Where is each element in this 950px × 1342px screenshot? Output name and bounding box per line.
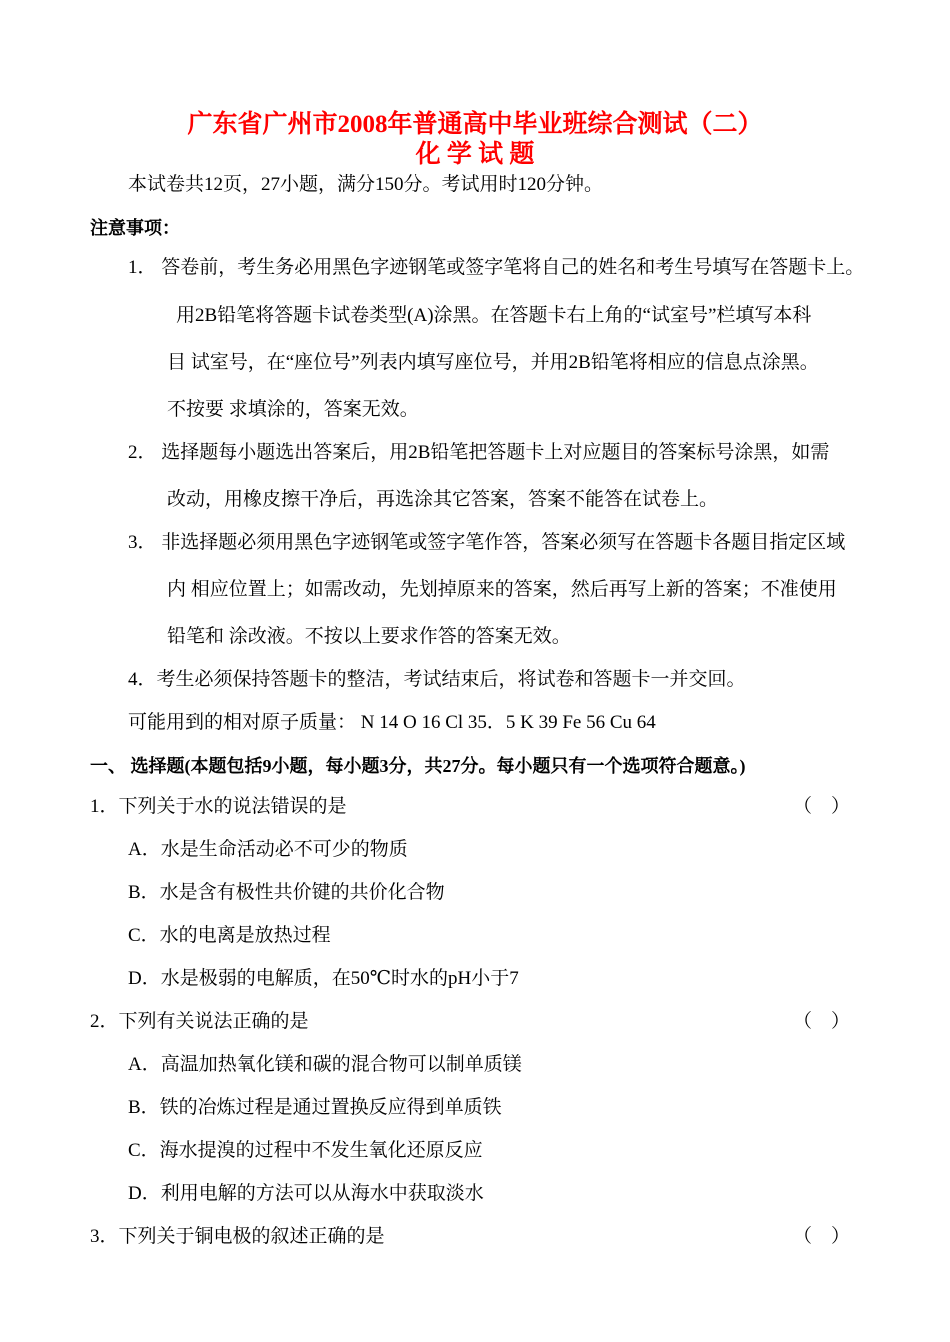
question-option: A．水是生命活动必不可少的物质 xyxy=(128,839,408,860)
answer-paren: （ ） xyxy=(793,796,851,817)
question-option: C．海水提溴的过程中不发生氧化还原反应 xyxy=(128,1140,483,1161)
question-stem: 2．下列有关说法正确的是 xyxy=(90,1011,309,1032)
section-heading: 一、 选择题(本题包括9小题，每小题3分，共27分。每小题只有一个选项符合题意。) xyxy=(90,756,746,776)
question-option: D．水是极弱的电解质，在50℃时水的pH小于7 xyxy=(128,968,519,989)
notice-heading: 注意事项： xyxy=(90,218,180,238)
notice-line: 4．考生必须保持答题卡的整洁，考试结束后，将试卷和答题卡一并交回。 xyxy=(128,669,746,690)
notice-line: 3． 非选择题必须用黑色字迹钢笔或签字笔作答，答案必须写在答题卡各题目指定区域 xyxy=(128,532,846,553)
notice-line: 2． 选择题每小题选出答案后，用2B铅笔把答题卡上对应题目的答案标号涂黑，如需 xyxy=(128,442,830,463)
answer-paren: （ ） xyxy=(793,1011,851,1032)
question-option: B．铁的冶炼过程是通过置换反应得到单质铁 xyxy=(128,1097,502,1118)
exam-title: 广东省广州市2008年普通高中毕业班综合测试（二） xyxy=(187,111,763,138)
notice-line: 1． 答卷前，考生务必用黑色字迹钢笔或签字笔将自己的姓名和考生号填写在答题卡上。 xyxy=(128,257,865,278)
notice-line: 内 相应位置上；如需改动，先划掉原来的答案，然后再写上新的答案；不准使用 xyxy=(167,579,837,600)
atomic-mass-line: 可能用到的相对原子质量： N 14 O 16 Cl 35．5 K 39 Fe 56 Cu 64 xyxy=(128,712,656,733)
notice-line: 目 试室号，在“座位号”列表内填写座位号，并用2B铅笔将相应的信息点涂黑。 xyxy=(167,352,819,373)
notice-line: 铅笔和 涂改液。不按以上要求作答的答案无效。 xyxy=(167,626,571,647)
question-stem: 3．下列关于铜电极的叙述正确的是 xyxy=(90,1226,385,1247)
question-option: C．水的电离是放热过程 xyxy=(128,925,331,946)
question-option: A．高温加热氧化镁和碳的混合物可以制单质镁 xyxy=(128,1054,522,1075)
question-option: D．利用电解的方法可以从海水中获取淡水 xyxy=(128,1183,484,1204)
notice-line: 用2B铅笔将答题卡试卷类型(A)涂黑。在答题卡右上角的“试室号”栏填写本科 xyxy=(176,305,812,326)
notice-line: 改动，用橡皮擦干净后，再选涂其它答案，答案不能答在试卷上。 xyxy=(167,489,719,510)
answer-paren: （ ） xyxy=(793,1226,851,1247)
notice-line: 不按要 求填涂的，答案无效。 xyxy=(167,399,419,420)
question-stem: 1．下列关于水的说法错误的是 xyxy=(90,796,347,817)
exam-intro: 本试卷共12页，27小题，满分150分。考试用时120分钟。 xyxy=(128,174,604,195)
question-option: B．水是含有极性共价键的共价化合物 xyxy=(128,882,445,903)
exam-subtitle: 化 学 试 题 xyxy=(415,141,535,168)
